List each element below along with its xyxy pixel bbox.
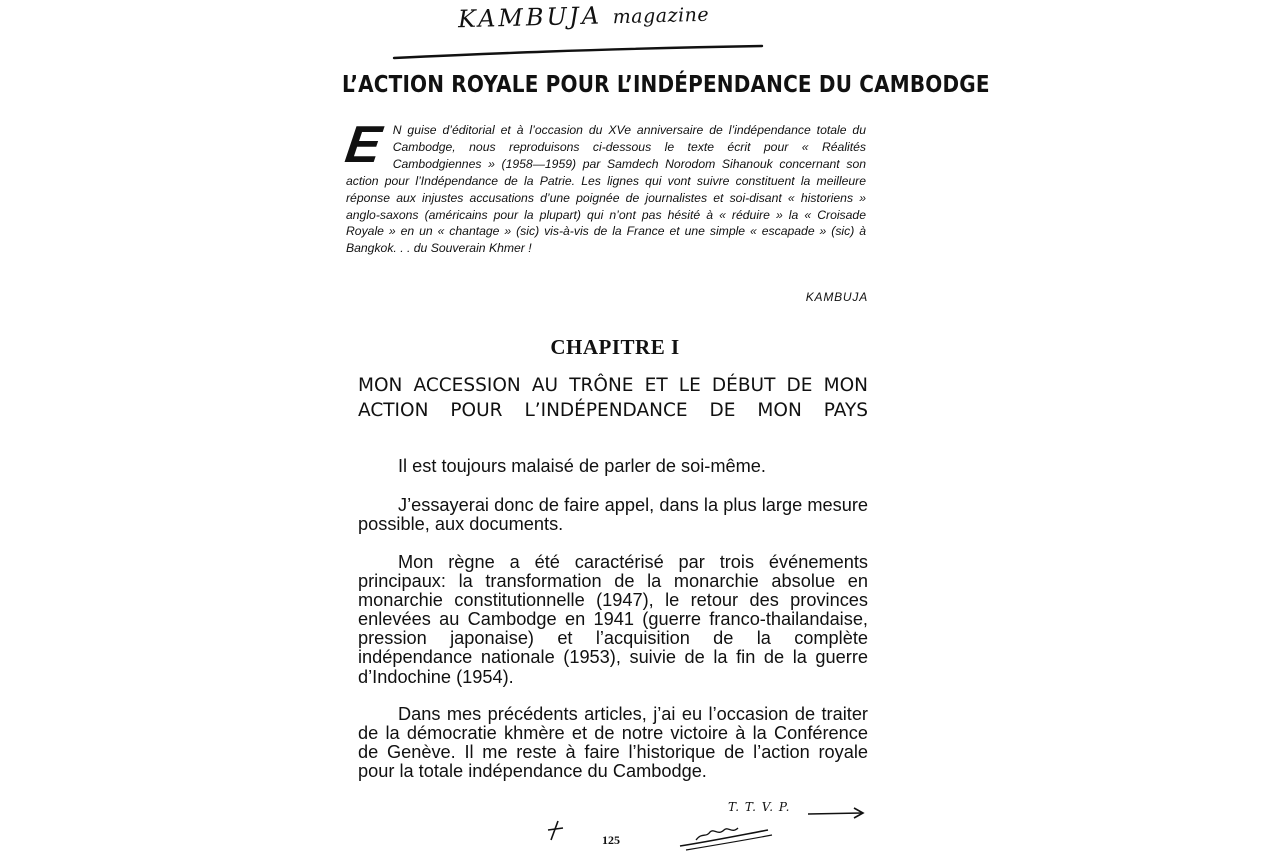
page-number: 125 [602,833,620,847]
arrow-icon [806,806,868,822]
body-paragraph [358,496,868,534]
chapter-subtitle-line-2: ACTION POUR L’INDÉPENDANCE DE MON PAYS [358,400,868,421]
body-paragraph [358,705,868,781]
editorial-block [341,116,866,257]
paragraph-text: Il est toujours malaisé de parler de soi-même. [398,456,766,476]
drop-cap: E [341,116,385,174]
article-title: L’ACTION ROYALE POUR L’INDÉPENDANCE DU CAMBODGE [342,72,990,98]
magazine-suffix: magazine [612,3,710,29]
paragraph-text: Mon règne a été caractérisé par trois événements principaux: la transformation de la monarchie absolue en monarchie constitutionnelle (1947), le retour des provinces enlevées au Cambodge en 1941 (guerre franco-thailandaise, pression japonaise) et l’acquisition de la complète indépendance nationale (1953), suivie de la fin de la guerre d’Indochine (1954). [358,552,868,687]
handwritten-scribble [676,818,776,852]
paragraph-text: J’essayerai donc de faire appel, dans la plus large mesure possible, aux documents. [358,495,868,535]
handwritten-underline [390,42,770,64]
chapter-subtitle-line-1: MON ACCESSION AU TRÔNE ET LE DÉBUT DE MON [358,375,868,396]
cross-mark-icon [545,818,565,842]
body-paragraph [358,553,868,687]
body-paragraph [358,457,868,476]
editorial-text: N guise d’éditorial et à l’occasion du XVe anniversaire de l’indépendance totale du Cambodge, nous reproduisons ci-dessous le texte écrit pour « Réalités Cambodgiennes » (1958—1959) par Samdech Norodom Sihanouk concernant son action pour l’Indépendance de la Patrie. Les lignes qui vont suivre constituent la meilleure réponse aux injustes accusations d’une poignée de journalistes et soi-disant « historiens » anglo-saxons (américains pour la plupart) qui n’ont pas hésité à « réduire » la « Croisade Royale » en un « chantage » (sic) vis-à-vis de la France et une simple « escapade » (sic) à Bangkok. . . du Souverain Khmer ! [346,123,866,256]
magazine-header [458,0,710,33]
chapter-label: CHAPITRE I [550,335,680,359]
handwritten-note: T. T. V. P. [728,800,791,814]
magazine-name: KAMBUJA [457,1,603,34]
editorial-signature: KAMBUJA [805,290,868,304]
paragraph-text: Dans mes précédents articles, j’ai eu l’occasion de traiter de la démocratie khmère et de notre victoire à la Conférence de Genève. Il me reste à faire l’historique de l’action royale pour la totale indépendance du Cambodge. [358,704,868,782]
